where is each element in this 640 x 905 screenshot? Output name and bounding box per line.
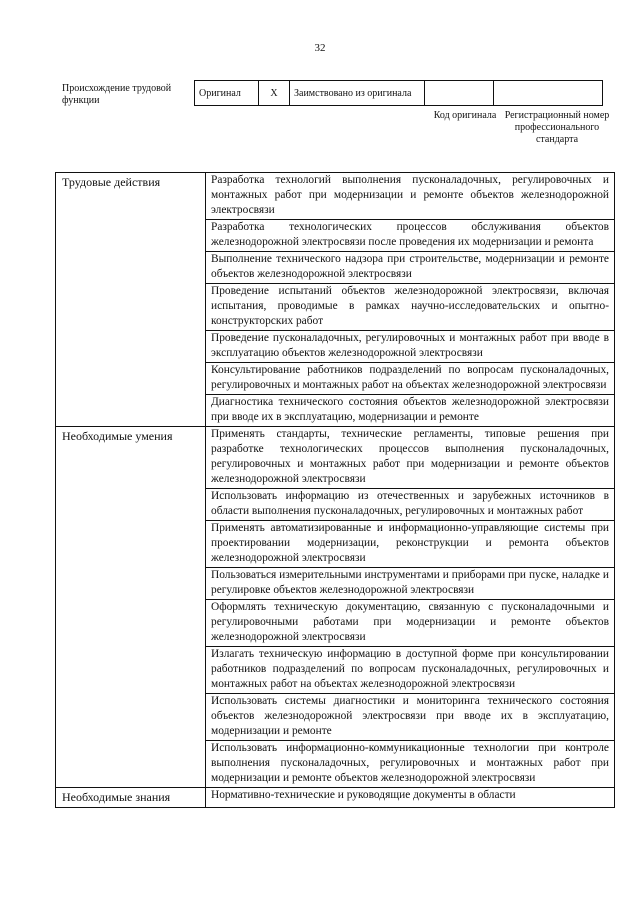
original-label: Оригинал <box>195 81 259 106</box>
page-number: 32 <box>314 42 326 54</box>
section-item-skills: Применять стандарты, технические регламенты, типовые решения при разработке технологических процессов выполнения пусконаладочных, регулировочных и монтажных работ при модернизации и ремонте объектов железнодорожной электросвязи <box>206 427 615 489</box>
code-cell <box>425 81 494 106</box>
section-item-knowledge: Нормативно-технические и руководящие документы в области <box>206 788 615 808</box>
section-item-actions: Разработка технологий выполнения пусконаладочных, регулировочных и монтажных работ при модернизации и ремонте объектов железнодорожной электросвязи <box>206 173 615 220</box>
section-label-skills: Необходимые умения <box>56 427 206 788</box>
table-row <box>56 427 615 489</box>
borrowed-label: Заимствовано из оригинала <box>290 81 425 106</box>
section-item-actions: Проведение испытаний объектов железнодорожной электросвязи, включая испытания, проводимые в рамках научно-исследовательских и опытно-конструкторских работ <box>206 284 615 331</box>
section-item-skills: Использовать информационно-коммуникационные технологии при контроле выполнения пусконаладочных, регулировочных и монтажных работ при модернизации и ремонте объектов железнодорожной электросвязи <box>206 741 615 788</box>
section-item-actions: Консультирование работников подразделений по вопросам пусконаладочных, регулировочных и монтажных работ на объектах железнодорожной электросвязи <box>206 363 615 395</box>
reg-caption: Регистрационный номер профессионального стандарта <box>504 110 610 145</box>
section-label-knowledge: Необходимые знания <box>56 788 206 808</box>
section-item-actions: Проведение пусконаладочных, регулировочных и монтажных работ при вводе в эксплуатацию объектов железнодорожной электросвязи <box>206 331 615 363</box>
table-row <box>56 788 615 808</box>
section-item-skills: Оформлять техническую документацию, связанную с пусконаладочными и регулировочными работами при модернизации и ремонте объектов железнодорожной электросвязи <box>206 600 615 647</box>
section-item-actions: Выполнение технического надзора при строительстве, модернизации и ремонте объектов железнодорожной электросвязи <box>206 252 615 284</box>
section-item-skills: Пользоваться измерительными инструментами и приборами при пуске, наладке и регулировке объектов железнодорожной электросвязи <box>206 568 615 600</box>
section-item-skills: Использовать системы диагностики и мониторинга технического состояния объектов железнодорожной электросвязи при вводе их в эксплуатацию, модернизации и ремонте <box>206 694 615 741</box>
section-item-skills: Применять автоматизированные и информационно-управляющие системы при проектировании модернизации, реконструкции и ремонта объектов железнодорожной электросвязи <box>206 521 615 568</box>
function-table <box>55 172 615 808</box>
section-item-skills: Использовать информацию из отечественных и зарубежных источников в области выполнения пусконаладочных, регулировочных и монтажных работ <box>206 489 615 521</box>
reg-number-cell <box>494 81 603 106</box>
origin-table <box>194 80 603 106</box>
section-item-actions: Разработка технологических процессов обслуживания объектов железнодорожной электросвязи после проведения их модернизации и ремонта <box>206 220 615 252</box>
code-caption: Код оригинала <box>433 110 497 121</box>
section-item-skills: Излагать техническую информацию в доступной форме при консультировании работников подразделений по вопросам пусконаладочных, регулировочных и монтажных работ на объектах железнодорожной электросвязи <box>206 647 615 694</box>
section-label-actions: Трудовые действия <box>56 173 206 427</box>
table-row <box>56 173 615 220</box>
original-mark: X <box>259 81 290 106</box>
origin-label: Происхождение трудовой функции <box>62 83 172 106</box>
section-item-actions: Диагностика технического состояния объектов железнодорожной электросвязи при вводе их в эксплуатацию, модернизации и ремонте <box>206 395 615 427</box>
